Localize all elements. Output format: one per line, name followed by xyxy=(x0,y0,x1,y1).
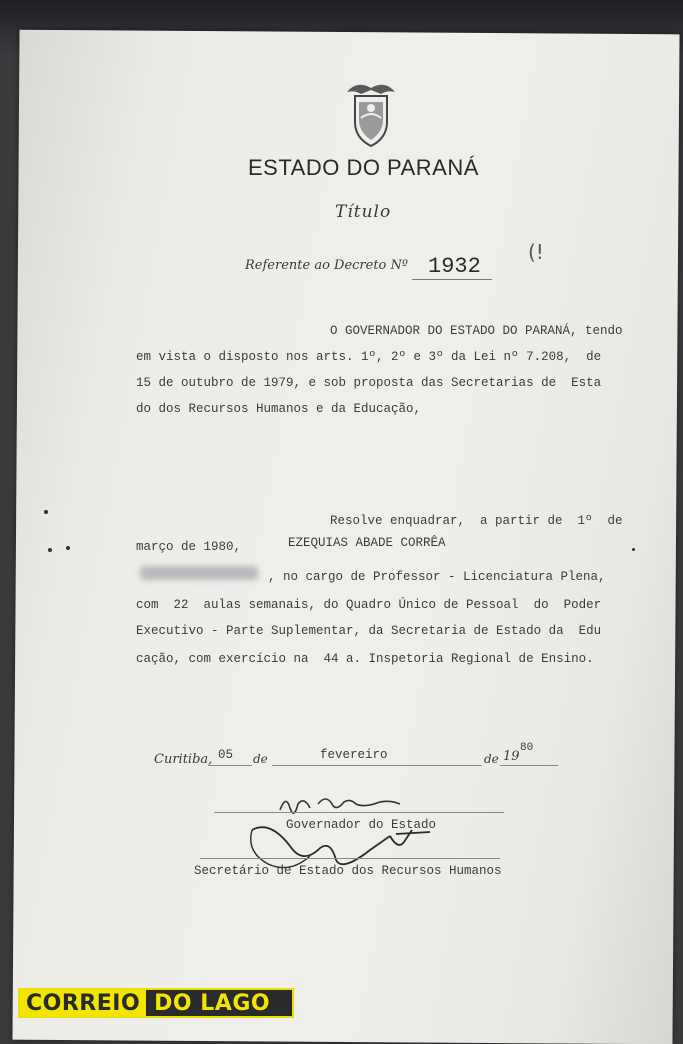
resolution-line: Resolve enquadrar, a partir de 1º de xyxy=(330,514,623,528)
secretary-title: Secretário de Estado dos Recursos Humanos xyxy=(194,864,502,878)
reference-label: Referente ao Decreto Nº xyxy=(245,258,409,273)
date-year-prefix: 19 xyxy=(503,749,520,764)
secretary-signature-line xyxy=(200,858,500,859)
resolution-line: , no cargo de Professor - Licenciatura Plena, xyxy=(268,570,606,584)
date-day: 05 xyxy=(218,748,234,762)
document-subtitle: Título xyxy=(335,202,392,222)
paper-speck xyxy=(66,546,70,550)
parana-coat-of-arms-icon xyxy=(343,78,399,150)
month-underline xyxy=(272,765,482,766)
margin-mark: (! xyxy=(528,240,544,264)
logo-part-2: DO LAGO xyxy=(154,990,271,1016)
paper-speck xyxy=(44,510,48,514)
preamble-line: em vista o disposto nos arts. 1º, 2º e 3º da Lei nº 7.208, de xyxy=(136,350,602,364)
redacted-id xyxy=(140,566,258,580)
date-year-suffix: 80 xyxy=(520,742,534,754)
preamble-line: 15 de outubro de 1979, e sob proposta das Secretarias de Esta xyxy=(136,376,602,390)
state-title: ESTADO DO PARANÁ xyxy=(248,155,479,180)
resolution-line: março de 1980, xyxy=(136,540,242,554)
paper-speck xyxy=(632,548,635,551)
governor-title: Governador do Estado xyxy=(286,818,437,832)
governor-signature-line xyxy=(214,812,504,813)
date-city: Curitiba, xyxy=(154,752,213,767)
preamble-line: do dos Recursos Humanos e da Educação, xyxy=(136,402,422,416)
decree-number: 1932 xyxy=(428,254,481,279)
day-underline xyxy=(208,765,252,766)
employee-name: EZEQUIAS ABADE CORRÊA xyxy=(288,536,446,550)
year-underline xyxy=(500,765,558,766)
date-connector: de xyxy=(253,752,268,766)
logo-part-1: CORREIO xyxy=(20,990,146,1016)
resolution-line: Executivo - Parte Suplementar, da Secretaria de Estado da Edu xyxy=(136,624,602,638)
correio-do-lago-logo xyxy=(18,988,294,1018)
resolution-line: cação, com exercício na 44 a. Inspetoria Regional de Ensino. xyxy=(136,652,594,666)
paper-speck xyxy=(48,548,52,552)
reference-underline xyxy=(412,279,492,280)
resolution-line: com 22 aulas semanais, do Quadro Único de Pessoal do Poder xyxy=(136,598,602,612)
preamble-line: O GOVERNADOR DO ESTADO DO PARANÁ, tendo xyxy=(330,324,623,338)
date-month: fevereiro xyxy=(320,748,388,762)
date-connector: de xyxy=(484,752,499,766)
